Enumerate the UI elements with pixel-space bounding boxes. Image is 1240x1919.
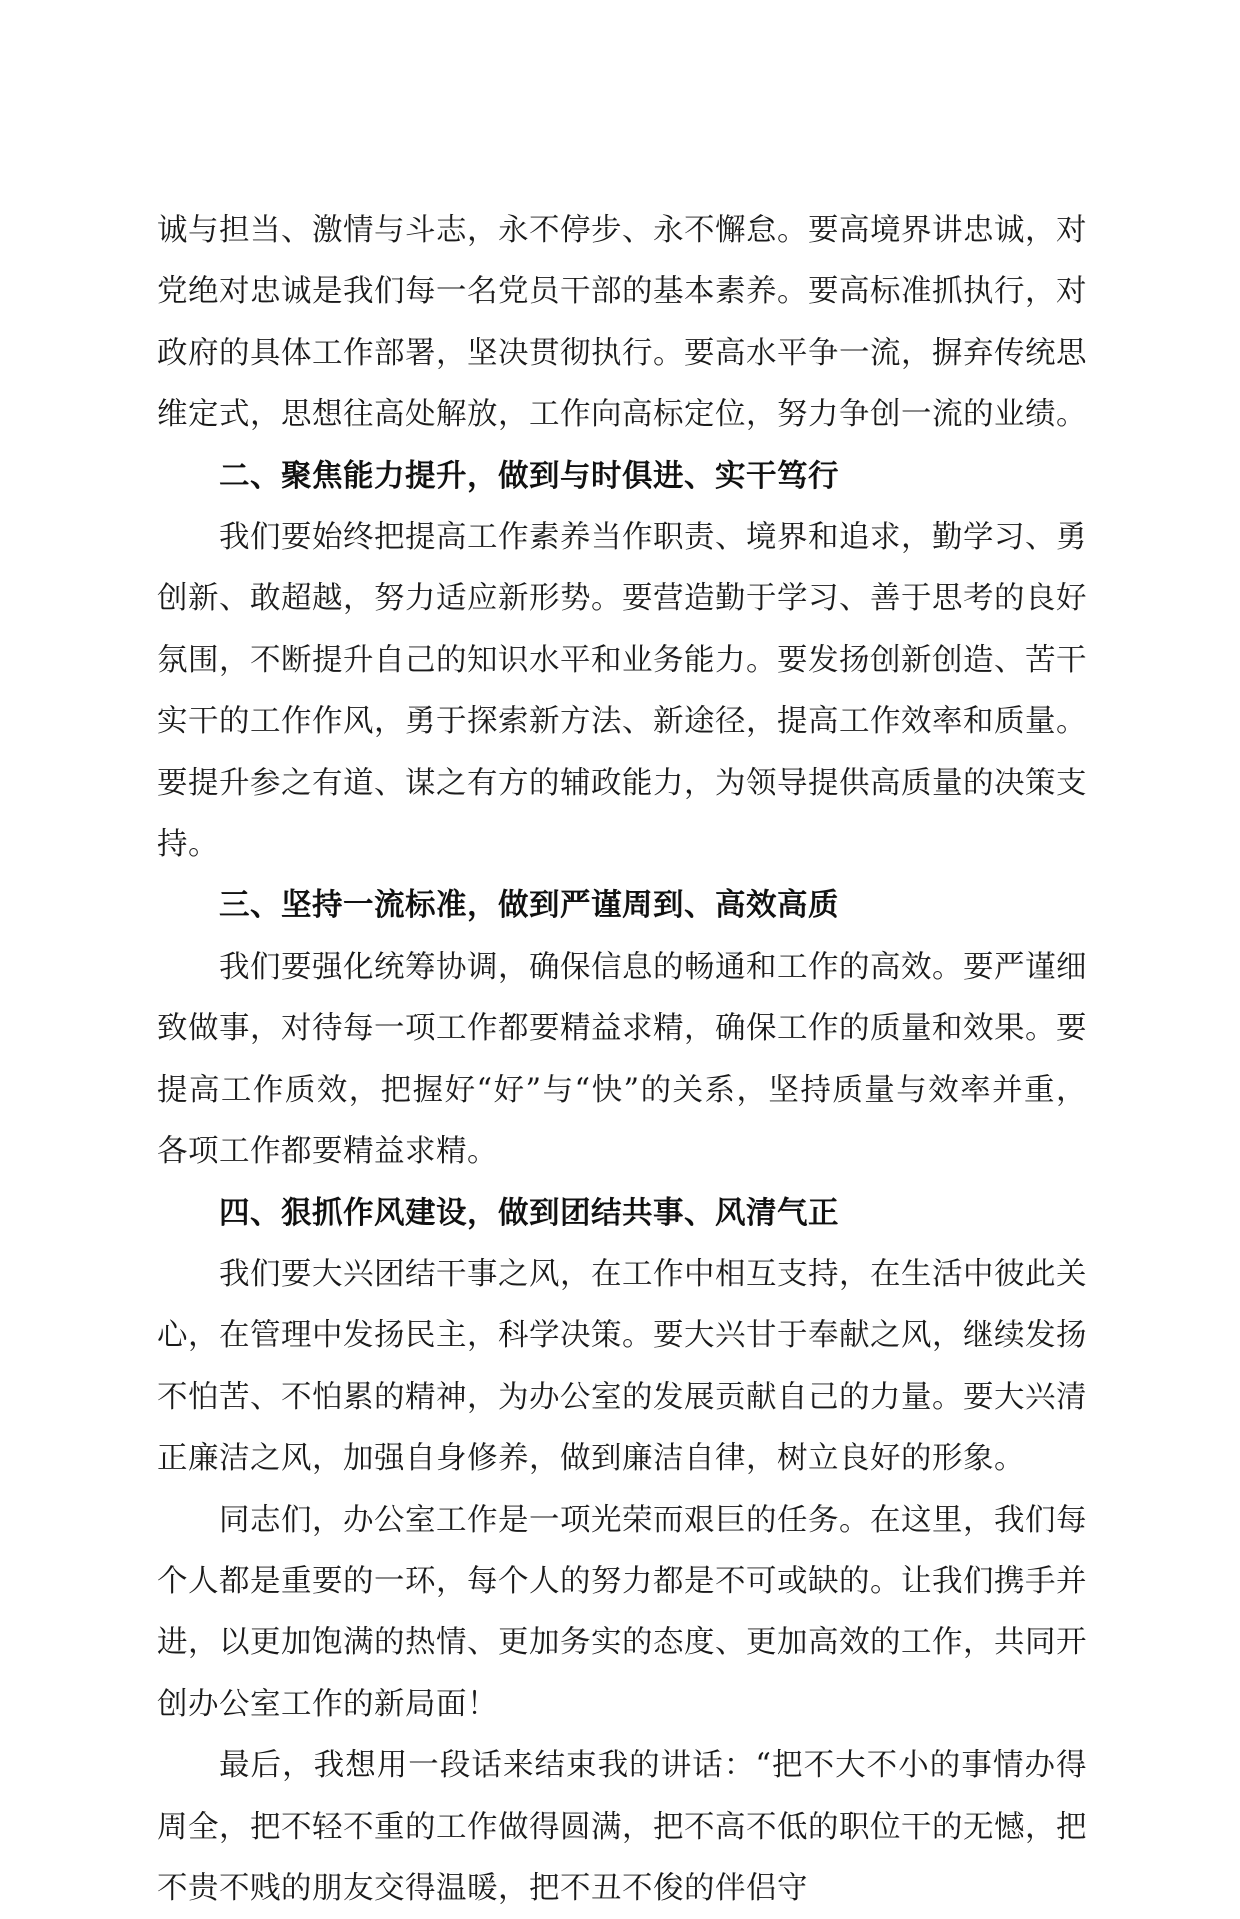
paragraph-closing: 最后，我想用一段话来结束我的讲话：“把不大不小的事情办得周全，把不轻不重的工作做得圆满，把不高不低的职位干的无憾，把不贵不贱的朋友交得温暖，把不丑不俊的伴侣守 <box>157 1748 1087 1906</box>
paragraph-body: 我们要大兴团结干事之风，在工作中相互支持，在生活中彼此关心，在管理中发扬民主，科学决策。要大兴甘于奉献之风，继续发扬不怕苦、不怕累的精神，为办公室的发展贡献自己的力量。要大兴清正廉洁之风，加强自身修养，做到廉洁自律，树立良好的形象。 <box>157 1256 1087 1477</box>
section-heading-2: 二、聚焦能力提升，做到与时俱进、实干笃行 <box>219 458 839 494</box>
paragraph-body: 我们要始终把提高工作素养当作职责、境界和追求，勤学习、勇创新、敢超越，努力适应新形势。要营造勤于学习、善于思考的良好氛围，不断提升自己的知识水平和业务能力。要发扬创新创造、苦干实干的工作作风，勇于探索新方法、新途径，提高工作效率和质量。要提升参之有道、谋之有方的辅政能力，为领导提供高质量的决策支持。 <box>157 520 1087 863</box>
section-heading-3: 三、坚持一流标准，做到严谨周到、高效高质 <box>219 888 839 924</box>
paragraph-continuation: 诚与担当、激情与斗志，永不停步、永不懈怠。要高境界讲忠诚，对党绝对忠诚是我们每一名党员干部的基本素养。要高标准抓执行，对政府的具体工作部署，坚决贯彻执行。要高水平争一流，摒弃传统思维定式，思想往高处解放，工作向高标定位，努力争创一流的业绩。 <box>157 213 1087 433</box>
section-heading-4: 四、狠抓作风建设，做到团结共事、风清气正 <box>219 1195 839 1231</box>
document-body <box>157 200 1087 1919</box>
paragraph-body: 我们要强化统筹协调，确保信息的畅通和工作的高效。要严谨细致做事，对待每一项工作都要精益求精，确保工作的质量和效果。要提高工作质效，把握好“好”与“快”的关系，坚持质量与效率并重，各项工作都要精益求精。 <box>157 949 1087 1170</box>
paragraph-body: 同志们，办公室工作是一项光荣而艰巨的任务。在这里，我们每个人都是重要的一环，每个人的努力都是不可或缺的。让我们携手并进，以更加饱满的热情、更加务实的态度、更加高效的工作，共同开创办公室工作的新局面！ <box>157 1502 1087 1722</box>
